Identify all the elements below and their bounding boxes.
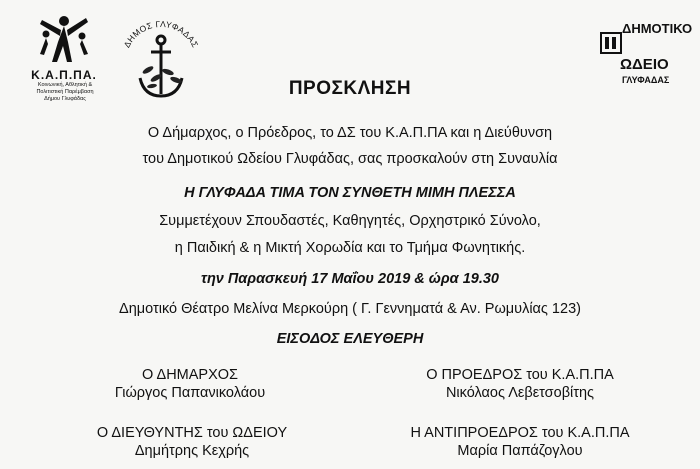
signature-name: Νικόλαος Λεβετσοβίτης [445, 385, 595, 401]
dancing-figures-icon [28, 14, 100, 68]
intro-line-1: Ο Δήμαρχος, ο Πρόεδρος, το ΔΣ του Κ.Α.Π.ΠΑ και η Διεύθυνση [147, 125, 553, 141]
signature-role: Ο ΔΙΕΥΘΥΝΤΗΣ του ΩΔΕΙΟΥ [96, 425, 288, 441]
event-date-time: την Παρασκευή 17 Μαΐου 2019 & ώρα 19.30 [201, 271, 499, 287]
signature-mayor [100, 366, 280, 402]
piano-icon [600, 32, 622, 54]
signature-name: Δημήτρης Κεχρής [134, 443, 250, 459]
odeio-bottom-text: ΓΛΥΦΑΔΑΣ [622, 75, 670, 85]
odeio-top-text: ΔΗΜΟΤΙΚΟ [622, 21, 693, 36]
dimos-arc-text: ΔΗΜΟΣ ΓΛΥΦΑΔΑΣ [121, 18, 201, 50]
concert-title: Η ΓΛΥΦΑΔΑ ΤΙΜΑ ΤΟΝ ΣΥΝΘΕΤΗ ΜΙΜΗ ΠΛΕΣΣΑ [184, 185, 516, 201]
signature-role: Η ΑΝΤΙΠΡΟΕΔΡΟΣ του Κ.Α.Π.ΠΑ [410, 425, 630, 441]
signature-role: Ο ΠΡΟΕΔΡΟΣ του Κ.Α.Π.ΠΑ [426, 367, 614, 383]
kappa-title: Κ.Α.Π.ΠΑ. [31, 68, 97, 82]
signature-president [405, 366, 635, 402]
entry-free: ΕΙΣΟΔΟΣ ΕΛΕΥΘΕΡΗ [276, 331, 424, 347]
signature-vice-president [400, 424, 640, 460]
signature-name: Μαρία Παπάζογλου [457, 443, 583, 459]
event-venue: Δημοτικό Θέατρο Μελίνα Μερκούρη ( Γ. Γεννηματά & Αν. Ρωμυλίας 123) [119, 301, 581, 317]
participants-line-2: η Παιδική & η Μικτή Χορωδία και το Τμήμα Φωνητικής. [174, 240, 526, 256]
signature-role: Ο ΔΗΜΑΡΧΟΣ [142, 367, 238, 383]
kappa-subtitle-line: Δήμου Γλυφάδας [44, 96, 86, 102]
page-title: ΠΡΟΣΚΛΗΣΗ [288, 78, 412, 99]
kappa-subtitle-line: Πολιτιστική Παρέμβαση [36, 89, 94, 95]
kappa-subtitle-line: Κοινωνική, Αθλητική & [37, 82, 93, 88]
odeio-mid-text: ΩΔΕΙΟ [620, 56, 669, 73]
signature-director [72, 424, 312, 460]
participants-line-1: Συμμετέχουν Σπουδαστές, Καθηγητές, Ορχηστρικό Σύνολο, [159, 213, 541, 229]
intro-line-2: του Δημοτικού Ωδείου Γλυφάδας, σας προσκαλούν στη Συναυλία [142, 151, 558, 167]
signature-name: Γιώργος Παπανικολάου [114, 385, 266, 401]
